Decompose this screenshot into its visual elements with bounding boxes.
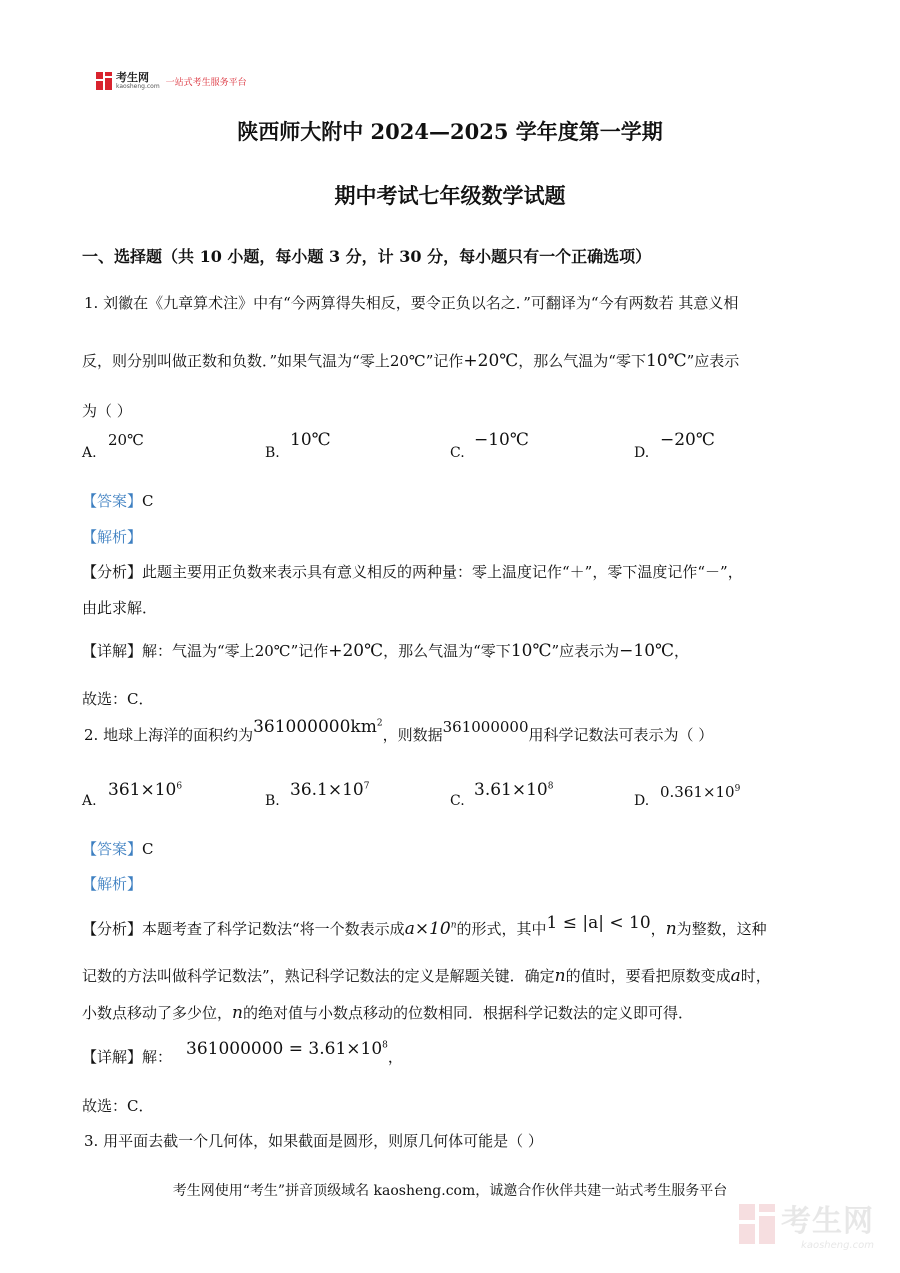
q2-xiangjie: 【详解】解： $361000000 = 3.61\times 10^8$， [82,1039,403,1066]
page-subtitle: 期中考试七年级数学试题 [334,183,566,208]
watermark [739,1196,874,1251]
q1-xiangjie: 【详解】解：气温为“零上20℃”记作+20℃，那么气温为“零下10℃”应表示为−10℃， [82,641,690,661]
q2-fenxi-line3: 小数点移动了多少位，n的绝对值与小数点移动的位数相同．根据科学记数法的定义即可得． [82,1003,693,1023]
brand-domain: kaosheng.com [116,83,160,90]
watermark-text: 考生网 [781,1204,874,1239]
brand-logo-icon [96,72,112,90]
q2-option-d-letter[interactable]: D. [634,793,650,809]
watermark-domain: kaosheng.com [801,1240,874,1251]
q3-stem: 3. 用平面去截一个几何体，如果截面是圆形，则原几何体可能是（ ） [84,1132,543,1150]
q1-fenxi-line1: 【分析】此题主要用正负数来表示具有意义相反的两种量：零上温度记作“＋”，零下温度记作“－”， [82,563,743,581]
q2-option-b-letter[interactable]: B. [265,793,280,809]
page-title: 陕西师大附中 2024—2025 学年度第一学期 [237,119,663,144]
q2-option-a-letter[interactable]: A. [82,793,97,809]
q1-option-a-value: 20℃ [108,431,144,449]
q2-option-b-value: $36.1\times 10^7$ [290,780,370,800]
q1-option-a-letter[interactable]: A. [82,445,97,461]
q2-option-d-value: $0.361\times 10^9$ [660,783,741,801]
q2-fenxi-line1: 【分析】本题考查了科学记数法“将一个数表示成$a\times 10^n$的形式，其中1 ≤ |a| < 10，n为整数，这种 [82,913,767,939]
q2-option-a-value: $361\times 10^6$ [108,780,183,800]
q1-option-c-letter[interactable]: C. [450,445,465,461]
q1-option-d-value: −20℃ [660,430,715,450]
brand-name: 考生网 [116,71,149,84]
q2-option-c-letter[interactable]: C. [450,793,465,809]
brand-slogan: 一站式考生服务平台 [165,77,247,88]
q1-answer: 【答案】C [82,492,154,510]
q1-option-d-letter[interactable]: D. [634,445,650,461]
q2-analysis-label: 【解析】 [82,875,143,893]
q1-analysis-label: 【解析】 [82,528,143,546]
q2-choose: 故选：C． [82,1097,154,1115]
q1-option-c-value: −10℃ [474,430,529,450]
q2-stem: 2. 地球上海洋的面积约为$361000000km^2$，则数据361000000用科学记数法可表示为（ ） [84,717,714,744]
q1-fenxi-line2: 由此求解． [82,599,158,617]
q2-answer: 【答案】C [82,840,154,858]
watermark-logo-icon [739,1204,775,1244]
q2-fenxi-line2: 记数的方法叫做科学记数法”，熟记科学记数法的定义是解题关键．确定n的值时，要看把原数变成a时， [82,966,771,986]
q1-option-b-value: 10℃ [290,430,331,450]
q1-option-b-letter[interactable]: B. [265,445,280,461]
q1-stem-line1: 1. 刘徽在《九章算术注》中有“今两算得失相反，要令正负以名之．”可翻译为“今有两数若 其意义相 [84,294,739,312]
q1-stem-line2: 反，则分别叫做正数和负数．”如果气温为“零上20℃”记作+20℃，那么气温为“零下10℃”应表示 [82,351,740,371]
section-heading: 一、选择题（共 10 小题，每小题 3 分，计 30 分，每小题只有一个正确选项） [82,247,652,266]
q1-choose: 故选：C． [82,690,154,708]
header-logo[interactable] [96,72,247,90]
q1-stem-line3: 为（ ） [82,402,132,420]
q2-option-c-value: $3.61\times 10^8$ [474,780,554,800]
page-footer: 考生网使用“考生”拼音顶级域名 kaosheng.com，诚邀合作伙伴共建一站式考生服务平台 [172,1183,728,1199]
